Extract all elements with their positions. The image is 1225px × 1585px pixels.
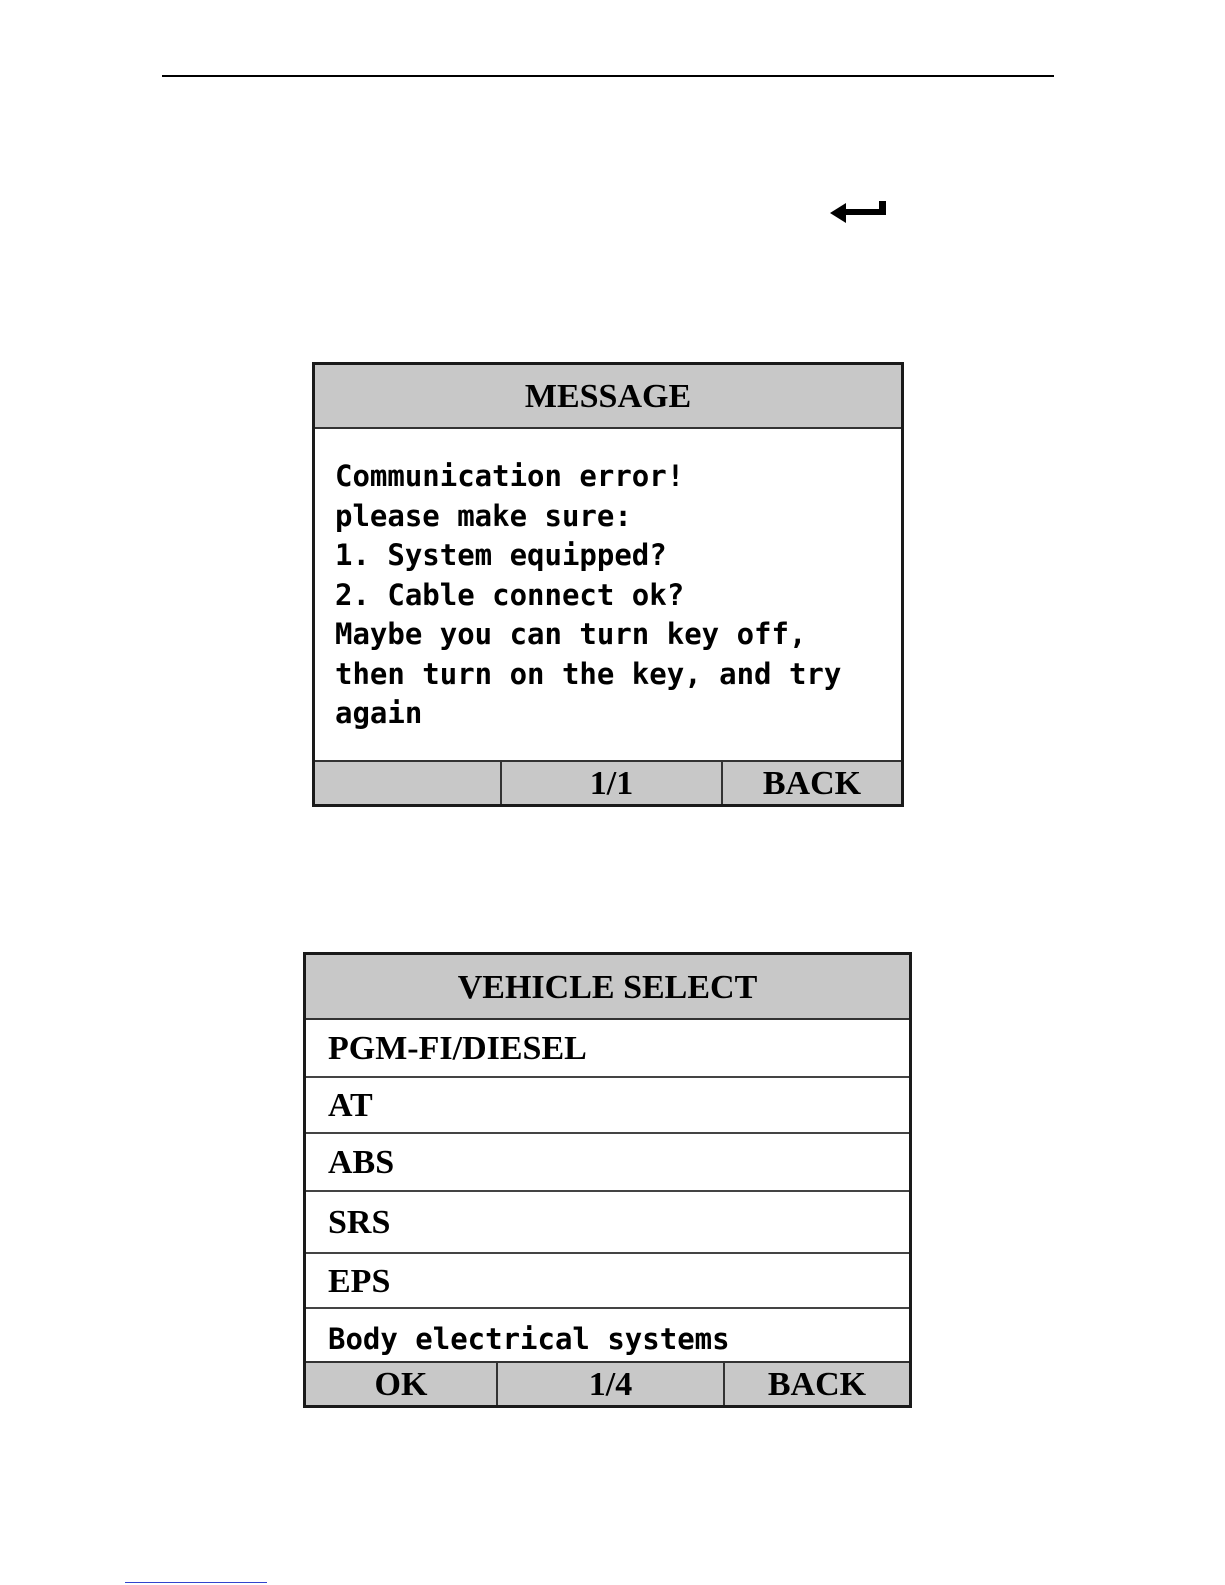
footer-link-underline <box>125 1582 267 1583</box>
message-body <box>315 429 901 734</box>
back-button[interactable]: BACK <box>723 1363 909 1405</box>
ok-button[interactable]: OK <box>374 1366 428 1403</box>
list-item-srs[interactable]: SRS <box>306 1192 909 1254</box>
list-item-body-electrical[interactable]: Body electrical systems <box>328 1322 730 1356</box>
list-item-pgm-fi-diesel[interactable]: PGM-FI/DIESEL <box>306 1020 909 1078</box>
vehicle-footer <box>306 1361 909 1405</box>
message-line: Communication error! <box>335 459 685 493</box>
message-line: Maybe you can turn key off, <box>335 617 807 651</box>
vehicle-select-title: VEHICLE SELECT <box>306 955 909 1020</box>
message-line: again <box>335 696 423 730</box>
header-rule <box>162 75 1054 77</box>
message-footer <box>315 760 901 804</box>
page-indicator: 1/4 <box>496 1363 723 1405</box>
enter-key-icon <box>828 197 890 227</box>
footer-empty-softkey[interactable] <box>315 762 500 804</box>
message-line: 1. System equipped? <box>335 538 667 572</box>
back-button[interactable]: BACK <box>721 762 901 804</box>
message-line: please make sure: <box>335 498 632 533</box>
vehicle-select-screen <box>303 952 912 1408</box>
system-list <box>306 1020 909 1364</box>
list-item-at[interactable]: AT <box>306 1078 909 1134</box>
message-dialog <box>312 362 904 807</box>
message-line: 2. Cable connect ok? <box>335 577 685 612</box>
list-item-eps[interactable]: EPS <box>306 1254 909 1309</box>
list-item-abs[interactable]: ABS <box>306 1134 909 1192</box>
message-line: then turn on the key, and try <box>335 656 842 691</box>
page-indicator: 1/1 <box>500 762 721 804</box>
message-title: MESSAGE <box>315 365 901 429</box>
